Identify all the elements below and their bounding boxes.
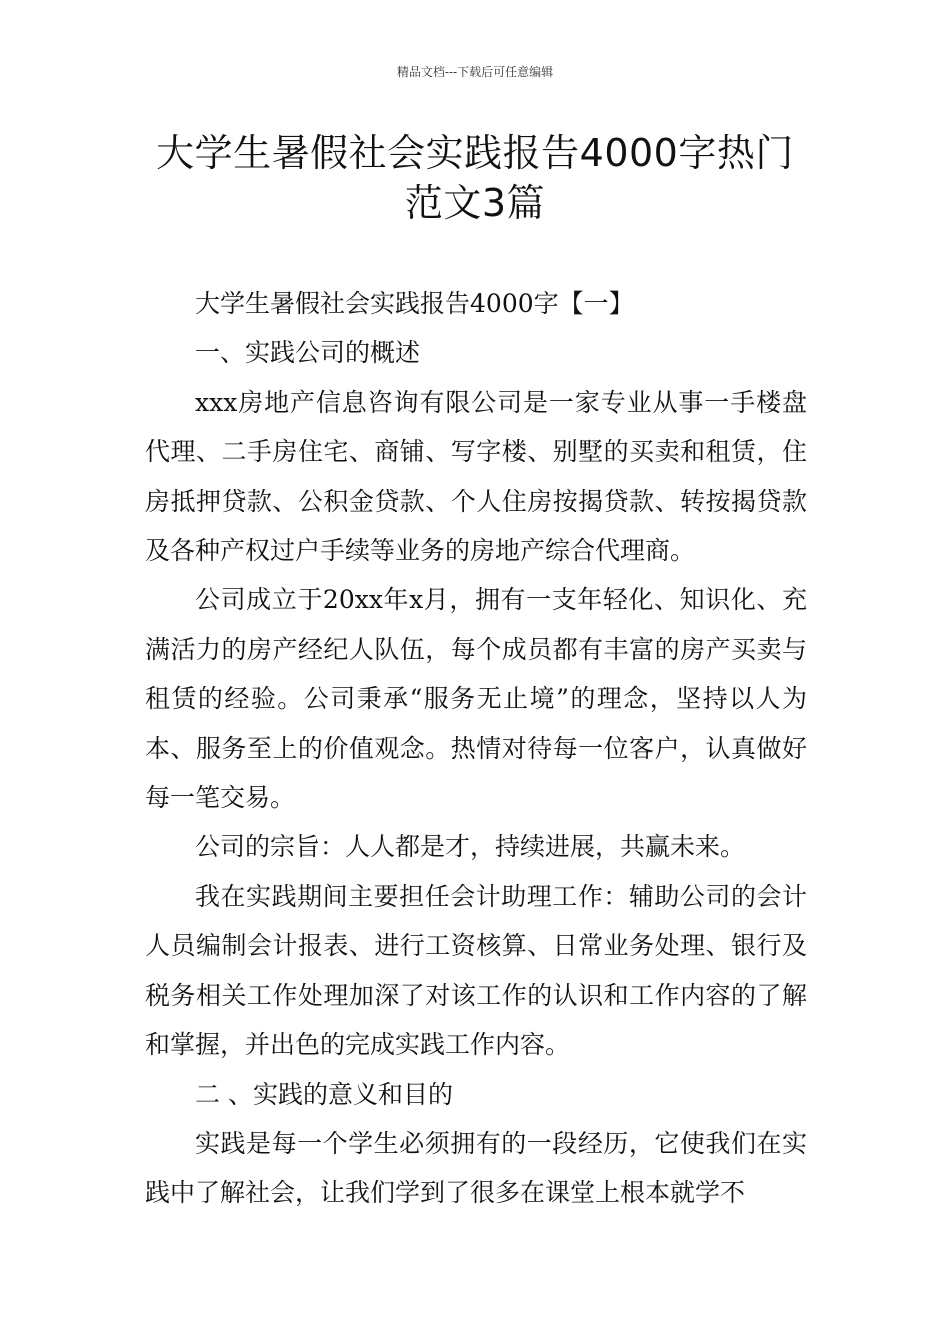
section-heading-report-one: 大学生暑假社会实践报告4000字【一】 bbox=[195, 289, 634, 318]
paragraph-internship-role: 我在实践期间主要担任会计助理工作：辅助公司的会计人员编制会计报表、进行工资核算、日常业务处理、银行及税务相关工作处理加深了对该工作的认识和工作内容的了解和掌握，并出色的完成实践工作内容。 bbox=[145, 881, 807, 1060]
section-heading-purpose: 二 、实践的意义和目的 bbox=[195, 1079, 453, 1109]
paragraph-company-founding: 公司成立于20xx年x月，拥有一支年轻化、知识化、充满活力的房产经纪人队伍，每个成员都有丰富的房产买卖与租赁的经验。公司秉承“服务无止境”的理念，坚持以人为本、服务至上的价值观念。热情对待每一位客户，认真做好每一笔交易。 bbox=[145, 585, 807, 813]
paragraph-company-mission: 公司的宗旨：人人都是才，持续进展，共赢未来。 bbox=[195, 832, 746, 862]
document-body bbox=[145, 279, 807, 1218]
document-title bbox=[120, 128, 830, 228]
title-line-1: 大学生暑假社会实践报告4000字热门 bbox=[156, 131, 794, 175]
paragraph-company-intro: xxx房地产信息咨询有限公司是一家专业从事一手楼盘代理、二手房住宅、商铺、写字楼、别墅的买卖和租赁，住房抵押贷款、公积金贷款、个人住房按揭贷款、转按揭贷款及各种产权过户手续等业务的房地产综合代理商。 bbox=[145, 387, 807, 566]
section-heading-company-overview: 一、实践公司的概述 bbox=[195, 338, 421, 368]
page-header: 精品文档---下载后可任意编辑 bbox=[396, 65, 554, 79]
paragraph-practice-meaning: 实践是每一个学生必须拥有的一段经历，它使我们在实践中了解社会，让我们学到了很多在课堂上根本就学不 bbox=[145, 1128, 807, 1208]
title-line-2: 范文3篇 bbox=[404, 181, 546, 225]
